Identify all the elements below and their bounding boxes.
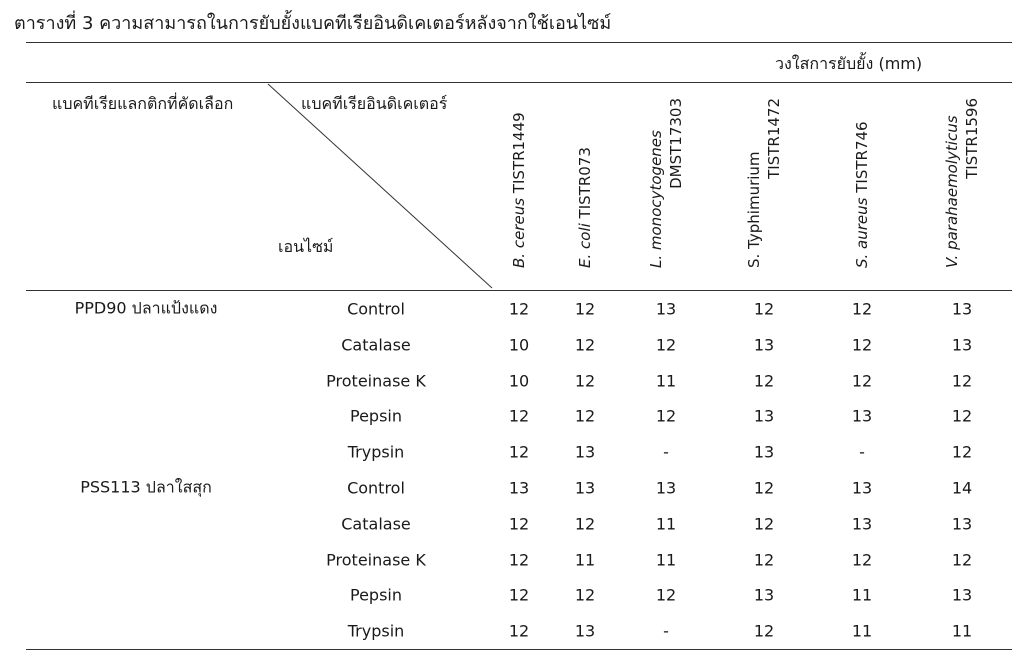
- enzyme-name: Catalase: [341, 514, 411, 534]
- inhibition-value: 12: [951, 550, 973, 570]
- inhibition-value: 12: [508, 514, 530, 534]
- indicator-bacteria-label: แบคทีเรียอินดิเคเตอร์: [301, 94, 448, 113]
- inhibition-value: 12: [655, 406, 677, 426]
- inhibition-value: 12: [753, 371, 775, 391]
- inhibition-value: 13: [753, 335, 775, 355]
- enzyme-label: เอนไซม์: [278, 237, 334, 256]
- inhibition-value: 12: [508, 621, 530, 641]
- inhibition-value: 12: [574, 406, 596, 426]
- inhibition-value: 11: [655, 550, 677, 570]
- inhibition-value: 12: [574, 335, 596, 355]
- enzyme-name: Proteinase K: [326, 550, 426, 570]
- inhibition-value: 12: [574, 585, 596, 605]
- table-caption: ตารางที่ 3 ความสามารถในการยับยั้งแบคทีเรียอินดิเคเตอร์หลังจากใช้เอนไซม์: [14, 13, 612, 34]
- inhibition-value: 13: [951, 335, 973, 355]
- selected-lab-label: แบคทีเรียแลกติกที่คัดเลือก: [52, 94, 234, 113]
- inhibition-value: 11: [574, 550, 596, 570]
- indicator-name: B. cereus TISTR1449: [510, 112, 528, 268]
- enzyme-name: Trypsin: [347, 442, 405, 462]
- inhibition-value: 12: [851, 550, 873, 570]
- inhibition-value: 12: [574, 514, 596, 534]
- inhibition-value: 11: [655, 371, 677, 391]
- inhibition-value: 12: [753, 550, 775, 570]
- inhibition-value: 12: [753, 299, 775, 319]
- inhibition-value: 13: [655, 299, 677, 319]
- inhibition-value: 13: [951, 585, 973, 605]
- header-bottom-rule: [26, 290, 1012, 291]
- inhibition-value: 14: [951, 478, 973, 498]
- inhibition-value: 12: [851, 299, 873, 319]
- inhibition-value: 13: [851, 514, 873, 534]
- indicator-name: E. coli TISTR073: [576, 147, 594, 268]
- inhibition-value: 13: [508, 478, 530, 498]
- inhibition-value: 12: [951, 406, 973, 426]
- inhibition-value: 12: [753, 478, 775, 498]
- inhibition-value: 13: [655, 478, 677, 498]
- indicator-name: V. parahaemolyticus: [943, 115, 961, 268]
- inhibition-value: 10: [508, 335, 530, 355]
- inhibition-value: 12: [508, 550, 530, 570]
- indicator-name: S. Typhimurium: [745, 151, 763, 268]
- indicator-name: S. aureus TISTR746: [853, 121, 871, 268]
- indicator-strain: TISTR1472: [765, 98, 783, 179]
- inhibition-value: 12: [508, 406, 530, 426]
- zone-of-inhibition-label: วงใสการยับยั้ง (mm): [775, 54, 923, 73]
- indicator-strain: TISTR1596: [963, 98, 981, 179]
- inhibition-value: 12: [508, 585, 530, 605]
- indicator-strain: DMST17303: [667, 98, 685, 189]
- sample-name: PPD90 ปลาแป้งแดง: [74, 298, 218, 318]
- inhibition-value: 11: [951, 621, 973, 641]
- sample-name: PSS113 ปลาใสสุก: [80, 477, 212, 497]
- inhibition-value: 11: [851, 621, 873, 641]
- inhibition-value: -: [859, 442, 865, 462]
- inhibition-value: 13: [753, 585, 775, 605]
- inhibition-value: 12: [655, 585, 677, 605]
- inhibition-value: 13: [851, 478, 873, 498]
- enzyme-name: Trypsin: [347, 621, 405, 641]
- inhibition-value: 13: [574, 621, 596, 641]
- enzyme-name: Pepsin: [350, 406, 402, 426]
- bottom-rule: [26, 649, 1012, 650]
- enzyme-name: Control: [347, 299, 405, 319]
- inhibition-value: 13: [951, 514, 973, 534]
- inhibition-value: 12: [753, 621, 775, 641]
- indicator-name: L. monocytogenes: [647, 130, 665, 268]
- inhibition-value: 13: [753, 442, 775, 462]
- inhibition-value: 13: [951, 299, 973, 319]
- inhibition-value: 11: [655, 514, 677, 534]
- inhibition-value: 12: [655, 335, 677, 355]
- inhibition-value: 12: [753, 514, 775, 534]
- inhibition-value: 12: [574, 371, 596, 391]
- inhibition-value: 12: [508, 442, 530, 462]
- inhibition-value: 13: [851, 406, 873, 426]
- inhibition-value: 12: [951, 442, 973, 462]
- inhibition-value: 13: [574, 442, 596, 462]
- inhibition-value: 12: [851, 371, 873, 391]
- inhibition-value: 12: [508, 299, 530, 319]
- enzyme-name: Control: [347, 478, 405, 498]
- inhibition-value: -: [663, 621, 669, 641]
- inhibition-value: 13: [574, 478, 596, 498]
- inhibition-value: 12: [851, 335, 873, 355]
- enzyme-name: Catalase: [341, 335, 411, 355]
- enzyme-name: Pepsin: [350, 585, 402, 605]
- inhibition-value: 12: [574, 299, 596, 319]
- inhibition-value: -: [663, 442, 669, 462]
- inhibition-value: 11: [851, 585, 873, 605]
- enzyme-name: Proteinase K: [326, 371, 426, 391]
- inhibition-value: 12: [951, 371, 973, 391]
- inhibition-value: 13: [753, 406, 775, 426]
- inhibition-value: 10: [508, 371, 530, 391]
